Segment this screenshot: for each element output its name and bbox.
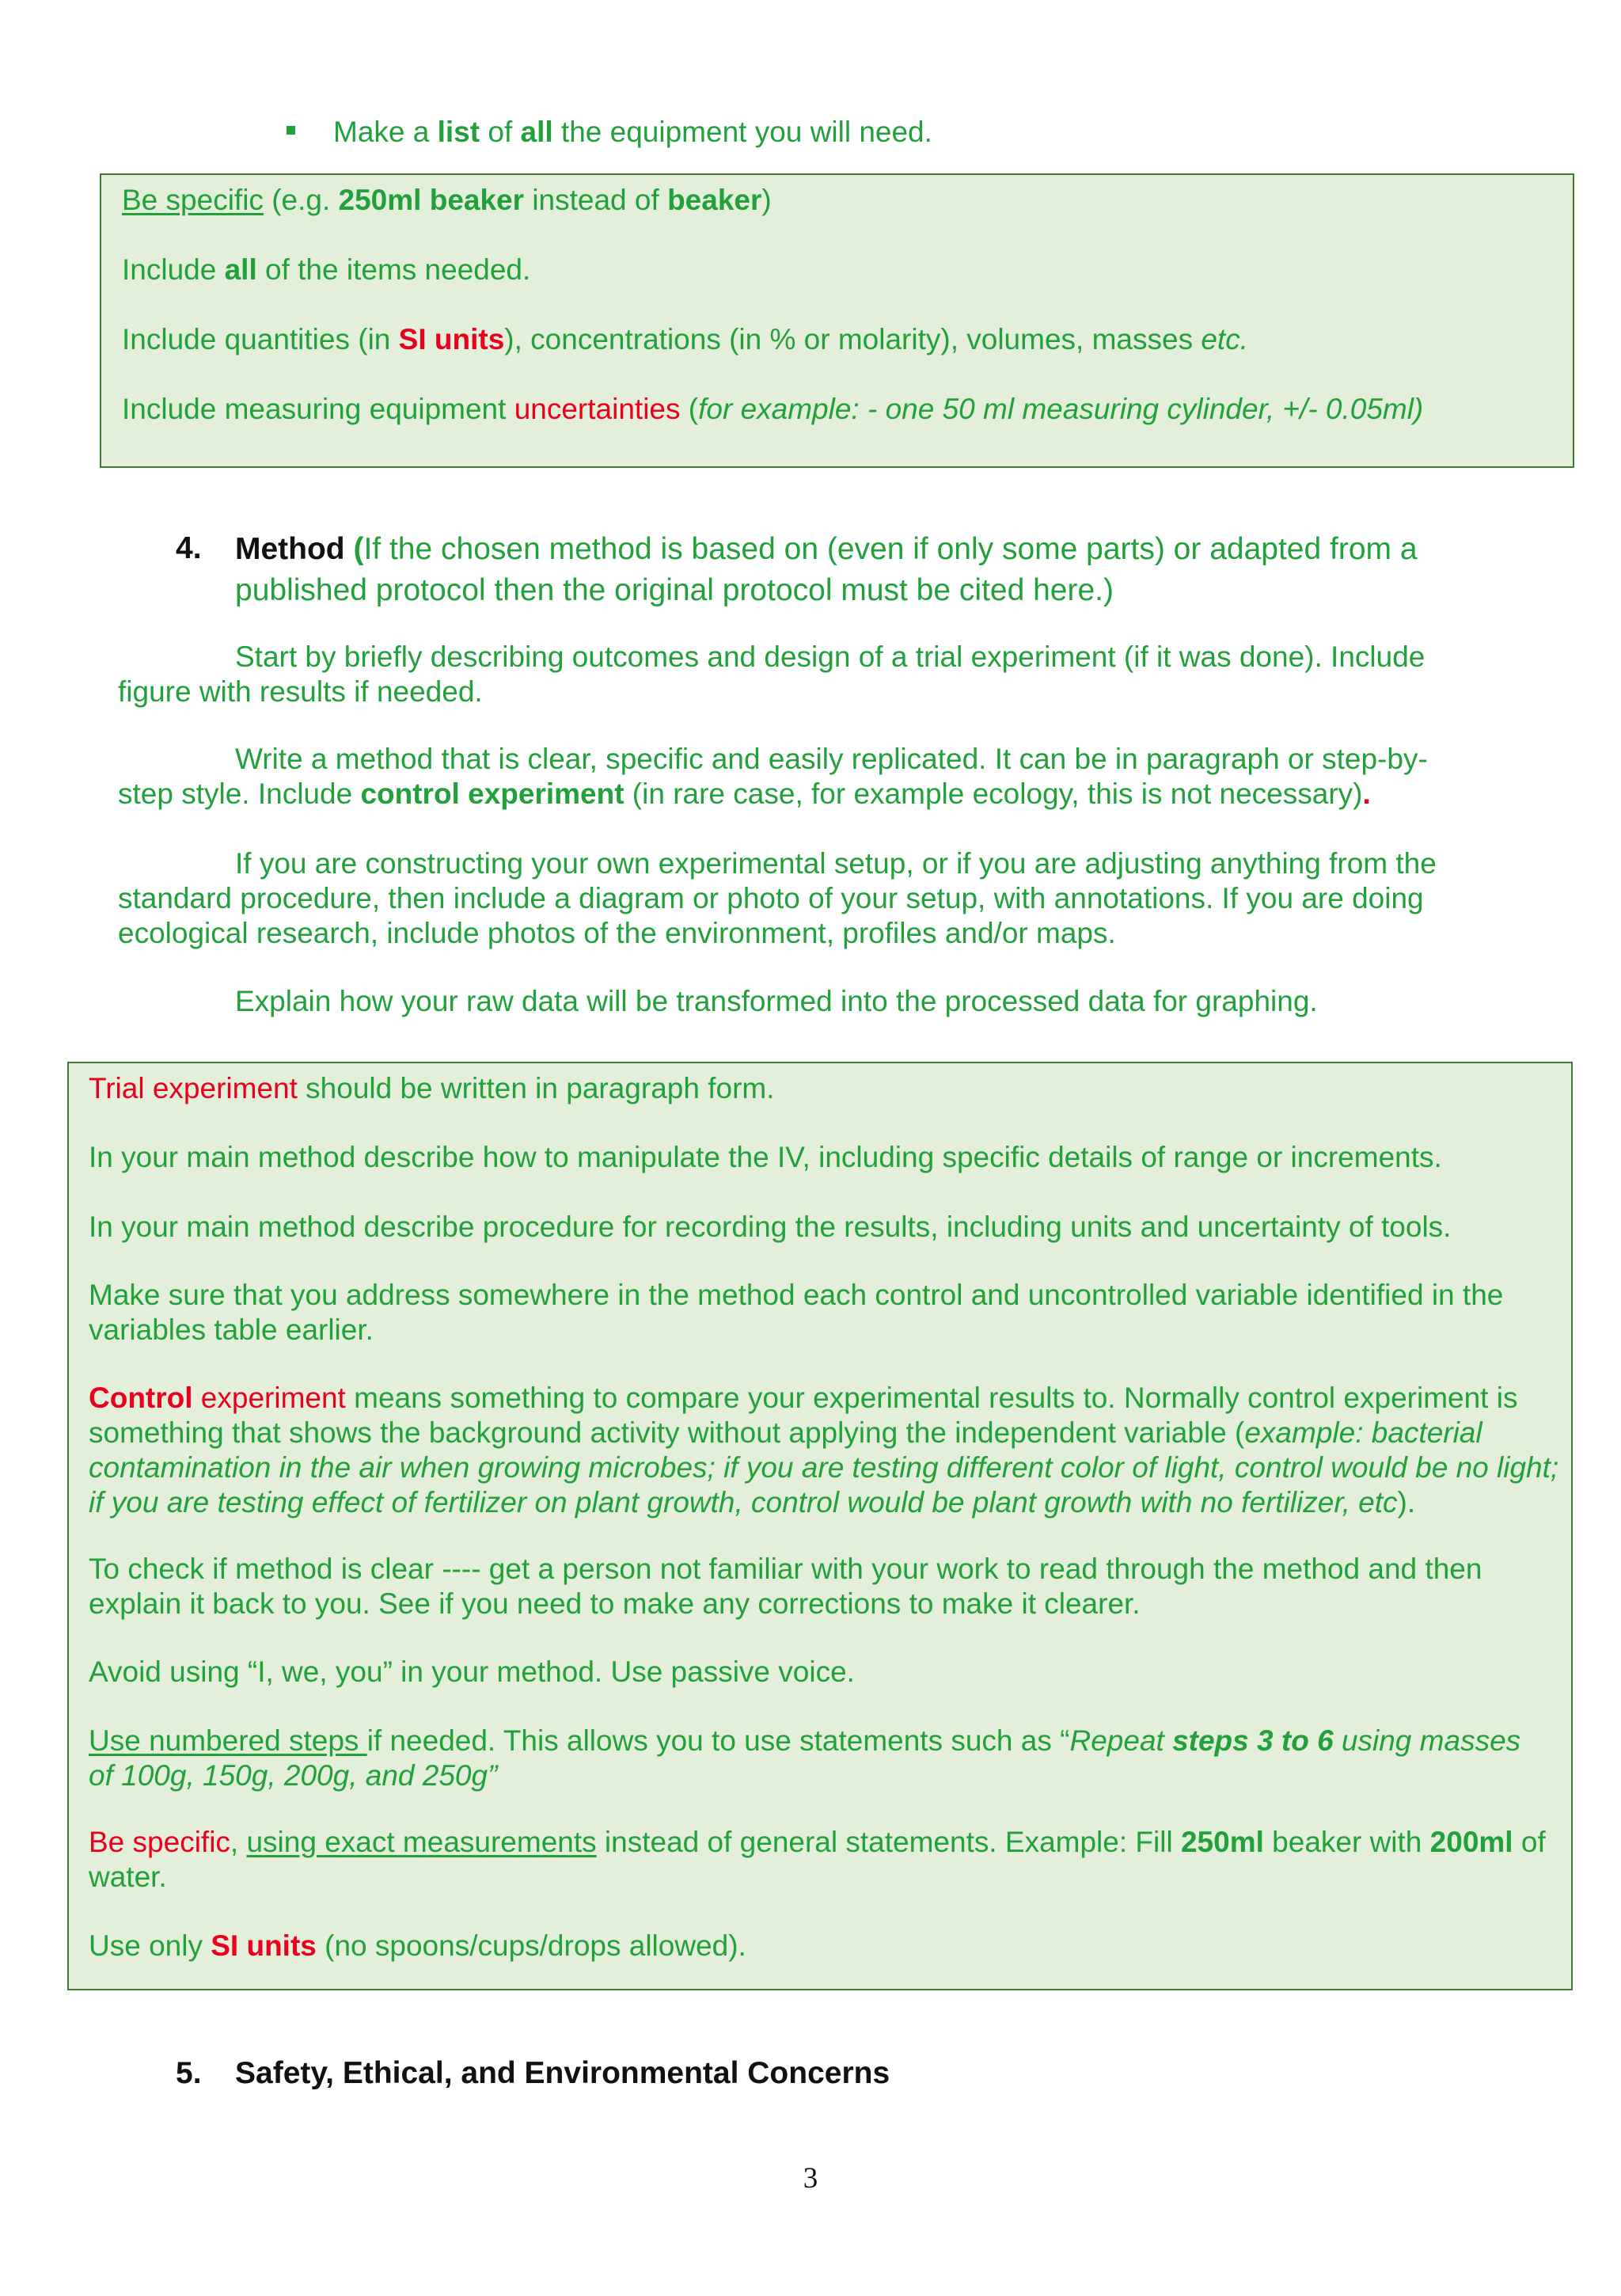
tip-include-all: Include all of the items needed. bbox=[122, 253, 531, 286]
tip-control-experiment: Control experiment means something to compare your experimental results to. Normally control experiment is something that shows the background activity without applying the independent variable (example: bacterial contamination in the air when growing microbes; if you are testing different color of light, control would be no light; if you are testing effect of fertilizer on plant growth, control would be plant growth with no fertilizer, etc). bbox=[89, 1382, 1559, 1519]
section-4-number: 4. bbox=[176, 531, 202, 565]
method-paragraph-trial: Start by briefly describing outcomes and design of a trial experiment (if it was done). Include figure with results if needed. bbox=[118, 641, 1425, 708]
square-bullet-icon bbox=[287, 126, 295, 135]
method-tips-box bbox=[67, 1062, 1573, 1990]
tip-numbered-steps: Use numbered steps if needed. This allows you to use statements such as “Repeat steps 3 to 6 using masses of 100g, 150g, 200g, and 250g” bbox=[89, 1724, 1521, 1792]
tip-be-specific: Be specific (e.g. 250ml beaker instead of beaker) bbox=[122, 184, 772, 216]
tip-variables: Make sure that you address somewhere in the method each control and uncontrolled variable identified in the variables table earlier. bbox=[89, 1279, 1504, 1346]
equipment-list-instruction: Make a list of all the equipment you will need. bbox=[333, 116, 932, 148]
section-4-heading: Method (If the chosen method is based on (even if only some parts) or adapted from a published protocol then the original protocol must be cited here.) bbox=[235, 532, 1418, 607]
tip-exact-measurements: Be specific, using exact measurements instead of general statements. Example: Fill 250ml beaker with 200ml of water. bbox=[89, 1826, 1546, 1893]
equipment-tips-box bbox=[100, 173, 1574, 468]
section-5-heading: Safety, Ethical, and Environmental Concerns bbox=[235, 2056, 890, 2090]
tip-trial-experiment: Trial experiment should be written in paragraph form. bbox=[89, 1072, 775, 1104]
page-number: 3 bbox=[803, 2162, 818, 2195]
tip-manipulate-iv: In your main method describe how to manipulate the IV, including specific details of range or increments. bbox=[89, 1141, 1442, 1173]
method-paragraph-raw-data: Explain how your raw data will be transformed into the processed data for graphing. bbox=[235, 985, 1318, 1017]
method-paragraph-setup: If you are constructing your own experimental setup, or if you are adjusting anything from the standard procedure, then include a diagram or photo of your setup, with annotations. If you are doing ecological research, include photos of the environment, profiles and/or maps. bbox=[118, 847, 1437, 949]
tip-si-units: Use only SI units (no spoons/cups/drops allowed). bbox=[89, 1929, 746, 1962]
section-5-number: 5. bbox=[176, 2056, 202, 2090]
tip-passive-voice: Avoid using “I, we, you” in your method. Use passive voice. bbox=[89, 1655, 855, 1688]
tip-check-clarity: To check if method is clear ---- get a person not familiar with your work to read through the method and then explain it back to you. See if you need to make any corrections to make it clearer. bbox=[89, 1553, 1482, 1620]
tip-uncertainties: Include measuring equipment uncertainties (for example: - one 50 ml measuring cylinder, +/- 0.05ml) bbox=[122, 393, 1424, 425]
tip-recording-results: In your main method describe procedure for recording the results, including units and uncertainty of tools. bbox=[89, 1211, 1452, 1243]
method-paragraph-clear: Write a method that is clear, specific and easily replicated. It can be in paragraph or step-by-step style. Include control experiment (in rare case, for example ecology, this is not necessary). bbox=[118, 743, 1428, 810]
tip-quantities: Include quantities (in SI units), concentrations (in % or molarity), volumes, masses etc. bbox=[122, 323, 1248, 355]
